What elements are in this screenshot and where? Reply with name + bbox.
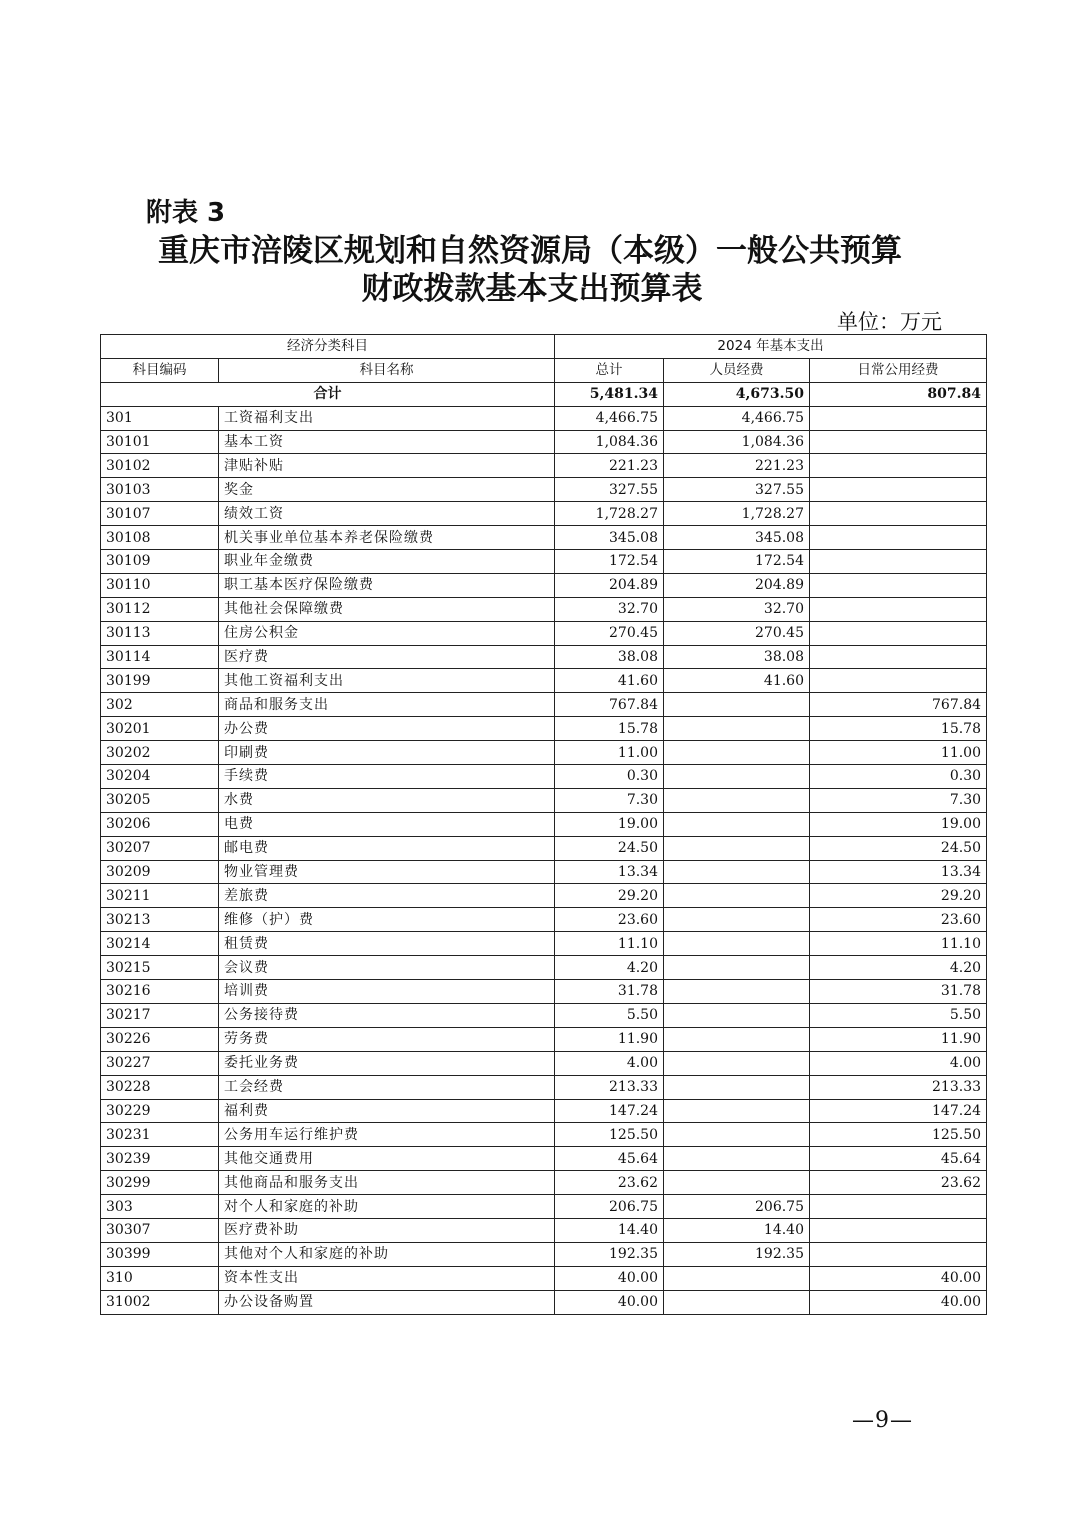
cell-personnel-expense: 221.23	[664, 454, 810, 478]
table-row	[101, 956, 987, 980]
table-row	[101, 1123, 987, 1147]
header-column-row	[101, 358, 987, 382]
cell-subject-name: 奖金	[219, 478, 555, 502]
total-value: 5,481.34	[555, 382, 664, 406]
cell-subject-name: 电费	[219, 812, 555, 836]
cell-total: 767.84	[555, 693, 664, 717]
header-public-expense: 日常公用经费	[810, 358, 987, 382]
cell-subject-code: 30202	[101, 741, 219, 765]
cell-personnel-expense: 172.54	[664, 550, 810, 574]
cell-total: 172.54	[555, 550, 664, 574]
cell-personnel-expense	[664, 693, 810, 717]
cell-personnel-expense	[664, 741, 810, 765]
header-subject-name: 科目名称	[219, 358, 555, 382]
table-row	[101, 836, 987, 860]
cell-subject-code: 30103	[101, 478, 219, 502]
cell-subject-code: 30228	[101, 1075, 219, 1099]
table-row	[101, 478, 987, 502]
cell-total: 40.00	[555, 1290, 664, 1314]
cell-total: 7.30	[555, 788, 664, 812]
table-row	[101, 860, 987, 884]
cell-subject-name: 公务接待费	[219, 1003, 555, 1027]
cell-subject-code: 30114	[101, 645, 219, 669]
cell-total: 15.78	[555, 717, 664, 741]
cell-subject-name: 其他商品和服务支出	[219, 1171, 555, 1195]
cell-subject-name: 其他工资福利支出	[219, 669, 555, 693]
cell-subject-name: 津贴补贴	[219, 454, 555, 478]
cell-total: 41.60	[555, 669, 664, 693]
cell-subject-code: 30102	[101, 454, 219, 478]
cell-public-expense: 45.64	[810, 1147, 987, 1171]
cell-subject-name: 物业管理费	[219, 860, 555, 884]
cell-public-expense	[810, 645, 987, 669]
cell-subject-code: 310	[101, 1266, 219, 1290]
header-group-row	[101, 335, 987, 359]
cell-subject-code: 30239	[101, 1147, 219, 1171]
cell-total: 23.60	[555, 908, 664, 932]
cell-personnel-expense: 327.55	[664, 478, 810, 502]
cell-public-expense	[810, 430, 987, 454]
cell-subject-code: 30227	[101, 1051, 219, 1075]
table-row	[101, 812, 987, 836]
cell-personnel-expense: 14.40	[664, 1218, 810, 1242]
cell-subject-code: 30201	[101, 717, 219, 741]
cell-public-expense	[810, 573, 987, 597]
cell-public-expense	[810, 621, 987, 645]
cell-subject-code: 30399	[101, 1242, 219, 1266]
cell-subject-name: 维修（护）费	[219, 908, 555, 932]
cell-subject-name: 办公费	[219, 717, 555, 741]
total-public-value: 807.84	[810, 382, 987, 406]
cell-subject-code: 30209	[101, 860, 219, 884]
total-personnel-value: 4,673.50	[664, 382, 810, 406]
cell-personnel-expense	[664, 980, 810, 1004]
cell-total: 40.00	[555, 1266, 664, 1290]
cell-total: 147.24	[555, 1099, 664, 1123]
table-row	[101, 932, 987, 956]
cell-subject-code: 30113	[101, 621, 219, 645]
table-row	[101, 980, 987, 1004]
cell-public-expense	[810, 597, 987, 621]
cell-subject-name: 培训费	[219, 980, 555, 1004]
table-row	[101, 1266, 987, 1290]
cell-total: 11.90	[555, 1027, 664, 1051]
cell-subject-name: 工资福利支出	[219, 406, 555, 430]
cell-subject-name: 福利费	[219, 1099, 555, 1123]
unit-label: 单位：万元	[837, 310, 942, 334]
cell-total: 1,728.27	[555, 502, 664, 526]
cell-personnel-expense	[664, 860, 810, 884]
cell-subject-name: 医疗费	[219, 645, 555, 669]
cell-public-expense	[810, 550, 987, 574]
table-row	[101, 550, 987, 574]
cell-total: 19.00	[555, 812, 664, 836]
cell-subject-code: 301	[101, 406, 219, 430]
cell-personnel-expense: 270.45	[664, 621, 810, 645]
cell-personnel-expense	[664, 836, 810, 860]
cell-public-expense	[810, 1218, 987, 1242]
cell-public-expense: 213.33	[810, 1075, 987, 1099]
cell-subject-name: 水费	[219, 788, 555, 812]
header-total: 总计	[555, 358, 664, 382]
cell-total: 5.50	[555, 1003, 664, 1027]
cell-subject-name: 工会经费	[219, 1075, 555, 1099]
cell-total: 125.50	[555, 1123, 664, 1147]
cell-subject-name: 机关事业单位基本养老保险缴费	[219, 526, 555, 550]
cell-total: 4,466.75	[555, 406, 664, 430]
cell-subject-code: 30215	[101, 956, 219, 980]
table-row	[101, 884, 987, 908]
cell-subject-code: 303	[101, 1195, 219, 1219]
cell-public-expense: 29.20	[810, 884, 987, 908]
table-row	[101, 1147, 987, 1171]
table-row	[101, 502, 987, 526]
cell-public-expense: 767.84	[810, 693, 987, 717]
cell-public-expense	[810, 669, 987, 693]
cell-total: 38.08	[555, 645, 664, 669]
cell-total: 206.75	[555, 1195, 664, 1219]
cell-subject-code: 30108	[101, 526, 219, 550]
cell-subject-code: 30112	[101, 597, 219, 621]
appendix-label: 附表 3	[146, 198, 226, 228]
cell-subject-code: 30204	[101, 765, 219, 789]
cell-total: 14.40	[555, 1218, 664, 1242]
cell-personnel-expense	[664, 1003, 810, 1027]
cell-personnel-expense: 206.75	[664, 1195, 810, 1219]
table-row	[101, 717, 987, 741]
cell-subject-code: 30299	[101, 1171, 219, 1195]
cell-total: 32.70	[555, 597, 664, 621]
cell-personnel-expense: 41.60	[664, 669, 810, 693]
cell-public-expense: 40.00	[810, 1290, 987, 1314]
table-row	[101, 788, 987, 812]
cell-subject-code: 30101	[101, 430, 219, 454]
cell-subject-name: 劳务费	[219, 1027, 555, 1051]
cell-public-expense: 11.10	[810, 932, 987, 956]
table-row	[101, 908, 987, 932]
table-row	[101, 693, 987, 717]
table-row	[101, 454, 987, 478]
cell-personnel-expense	[664, 788, 810, 812]
cell-personnel-expense: 345.08	[664, 526, 810, 550]
cell-personnel-expense	[664, 884, 810, 908]
cell-subject-name: 住房公积金	[219, 621, 555, 645]
cell-subject-name: 租赁费	[219, 932, 555, 956]
total-label: 合计	[101, 382, 555, 406]
cell-public-expense: 125.50	[810, 1123, 987, 1147]
document-title-line-1: 重庆市涪陵区规划和自然资源局（本级）一般公共预算	[158, 233, 902, 269]
table-row	[101, 430, 987, 454]
cell-total: 327.55	[555, 478, 664, 502]
cell-subject-code: 30211	[101, 884, 219, 908]
cell-total: 1,084.36	[555, 430, 664, 454]
table-row	[101, 765, 987, 789]
total-row	[101, 382, 987, 406]
cell-public-expense: 13.34	[810, 860, 987, 884]
cell-public-expense: 5.50	[810, 1003, 987, 1027]
cell-public-expense	[810, 526, 987, 550]
document-title-line-2: 财政拨款基本支出预算表	[361, 271, 703, 307]
cell-subject-name: 印刷费	[219, 741, 555, 765]
cell-subject-name: 资本性支出	[219, 1266, 555, 1290]
table-row	[101, 1003, 987, 1027]
cell-total: 4.20	[555, 956, 664, 980]
table-row	[101, 1242, 987, 1266]
cell-subject-code: 30207	[101, 836, 219, 860]
cell-personnel-expense	[664, 1123, 810, 1147]
table-row	[101, 645, 987, 669]
cell-personnel-expense: 32.70	[664, 597, 810, 621]
cell-total: 213.33	[555, 1075, 664, 1099]
cell-public-expense: 147.24	[810, 1099, 987, 1123]
table-row	[101, 573, 987, 597]
cell-public-expense: 31.78	[810, 980, 987, 1004]
cell-subject-name: 其他交通费用	[219, 1147, 555, 1171]
cell-total: 23.62	[555, 1171, 664, 1195]
cell-subject-code: 30199	[101, 669, 219, 693]
cell-total: 11.10	[555, 932, 664, 956]
cell-subject-code: 30213	[101, 908, 219, 932]
cell-public-expense: 23.60	[810, 908, 987, 932]
cell-subject-name: 商品和服务支出	[219, 693, 555, 717]
cell-total: 204.89	[555, 573, 664, 597]
cell-subject-name: 其他对个人和家庭的补助	[219, 1242, 555, 1266]
cell-total: 11.00	[555, 741, 664, 765]
table-row	[101, 1099, 987, 1123]
cell-personnel-expense	[664, 1290, 810, 1314]
cell-public-expense: 4.00	[810, 1051, 987, 1075]
cell-subject-code: 302	[101, 693, 219, 717]
cell-subject-code: 30307	[101, 1218, 219, 1242]
cell-total: 345.08	[555, 526, 664, 550]
cell-total: 192.35	[555, 1242, 664, 1266]
cell-personnel-expense	[664, 932, 810, 956]
cell-personnel-expense	[664, 1147, 810, 1171]
cell-personnel-expense	[664, 1027, 810, 1051]
cell-public-expense: 7.30	[810, 788, 987, 812]
header-economic-classification: 经济分类科目	[101, 335, 555, 359]
cell-personnel-expense	[664, 765, 810, 789]
cell-subject-name: 差旅费	[219, 884, 555, 908]
cell-personnel-expense: 4,466.75	[664, 406, 810, 430]
cell-subject-name: 医疗费补助	[219, 1218, 555, 1242]
cell-public-expense: 11.90	[810, 1027, 987, 1051]
cell-subject-name: 职工基本医疗保险缴费	[219, 573, 555, 597]
cell-public-expense: 19.00	[810, 812, 987, 836]
cell-total: 4.00	[555, 1051, 664, 1075]
table-row	[101, 1075, 987, 1099]
cell-public-expense: 0.30	[810, 765, 987, 789]
cell-personnel-expense	[664, 1051, 810, 1075]
cell-total: 24.50	[555, 836, 664, 860]
cell-subject-name: 绩效工资	[219, 502, 555, 526]
table-row	[101, 526, 987, 550]
cell-public-expense	[810, 1242, 987, 1266]
cell-personnel-expense	[664, 1075, 810, 1099]
cell-subject-code: 30231	[101, 1123, 219, 1147]
table-row	[101, 1195, 987, 1219]
cell-public-expense: 4.20	[810, 956, 987, 980]
cell-public-expense	[810, 502, 987, 526]
cell-total: 45.64	[555, 1147, 664, 1171]
table-row	[101, 741, 987, 765]
cell-personnel-expense: 38.08	[664, 645, 810, 669]
cell-total: 31.78	[555, 980, 664, 1004]
cell-subject-code: 30205	[101, 788, 219, 812]
cell-personnel-expense	[664, 908, 810, 932]
cell-subject-code: 30109	[101, 550, 219, 574]
cell-total: 29.20	[555, 884, 664, 908]
cell-subject-code: 30107	[101, 502, 219, 526]
cell-personnel-expense	[664, 1266, 810, 1290]
cell-public-expense	[810, 1195, 987, 1219]
cell-total: 221.23	[555, 454, 664, 478]
table-row	[101, 597, 987, 621]
table-row	[101, 621, 987, 645]
cell-public-expense	[810, 478, 987, 502]
table-row	[101, 1218, 987, 1242]
cell-public-expense	[810, 454, 987, 478]
cell-personnel-expense	[664, 956, 810, 980]
cell-personnel-expense: 204.89	[664, 573, 810, 597]
cell-subject-name: 其他社会保障缴费	[219, 597, 555, 621]
cell-total: 13.34	[555, 860, 664, 884]
cell-public-expense: 24.50	[810, 836, 987, 860]
cell-personnel-expense	[664, 717, 810, 741]
cell-public-expense	[810, 406, 987, 430]
cell-personnel-expense	[664, 1171, 810, 1195]
table-row	[101, 1027, 987, 1051]
cell-subject-name: 手续费	[219, 765, 555, 789]
cell-total: 0.30	[555, 765, 664, 789]
cell-subject-name: 办公设备购置	[219, 1290, 555, 1314]
cell-subject-name: 会议费	[219, 956, 555, 980]
cell-subject-code: 30216	[101, 980, 219, 1004]
cell-subject-name: 邮电费	[219, 836, 555, 860]
table-row	[101, 1051, 987, 1075]
page-number: —9—	[852, 1408, 913, 1433]
cell-subject-code: 30226	[101, 1027, 219, 1051]
cell-public-expense: 23.62	[810, 1171, 987, 1195]
cell-personnel-expense: 1,728.27	[664, 502, 810, 526]
header-basic-expenditure-2024: 2024 年基本支出	[555, 335, 987, 359]
cell-personnel-expense: 192.35	[664, 1242, 810, 1266]
table-row	[101, 669, 987, 693]
cell-personnel-expense	[664, 1099, 810, 1123]
cell-subject-name: 公务用车运行维护费	[219, 1123, 555, 1147]
cell-subject-code: 31002	[101, 1290, 219, 1314]
cell-subject-name: 职业年金缴费	[219, 550, 555, 574]
table-row	[101, 1290, 987, 1314]
cell-public-expense: 40.00	[810, 1266, 987, 1290]
cell-public-expense: 11.00	[810, 741, 987, 765]
cell-subject-code: 30217	[101, 1003, 219, 1027]
cell-subject-name: 对个人和家庭的补助	[219, 1195, 555, 1219]
cell-personnel-expense	[664, 812, 810, 836]
cell-subject-code: 30229	[101, 1099, 219, 1123]
cell-personnel-expense: 1,084.36	[664, 430, 810, 454]
table-row	[101, 1171, 987, 1195]
cell-subject-code: 30214	[101, 932, 219, 956]
cell-subject-code: 30206	[101, 812, 219, 836]
header-subject-code: 科目编码	[101, 358, 219, 382]
cell-subject-name: 委托业务费	[219, 1051, 555, 1075]
cell-subject-name: 基本工资	[219, 430, 555, 454]
cell-public-expense: 15.78	[810, 717, 987, 741]
cell-total: 270.45	[555, 621, 664, 645]
cell-subject-code: 30110	[101, 573, 219, 597]
header-personnel-expense: 人员经费	[664, 358, 810, 382]
budget-table	[100, 334, 987, 1315]
table-row	[101, 406, 987, 430]
